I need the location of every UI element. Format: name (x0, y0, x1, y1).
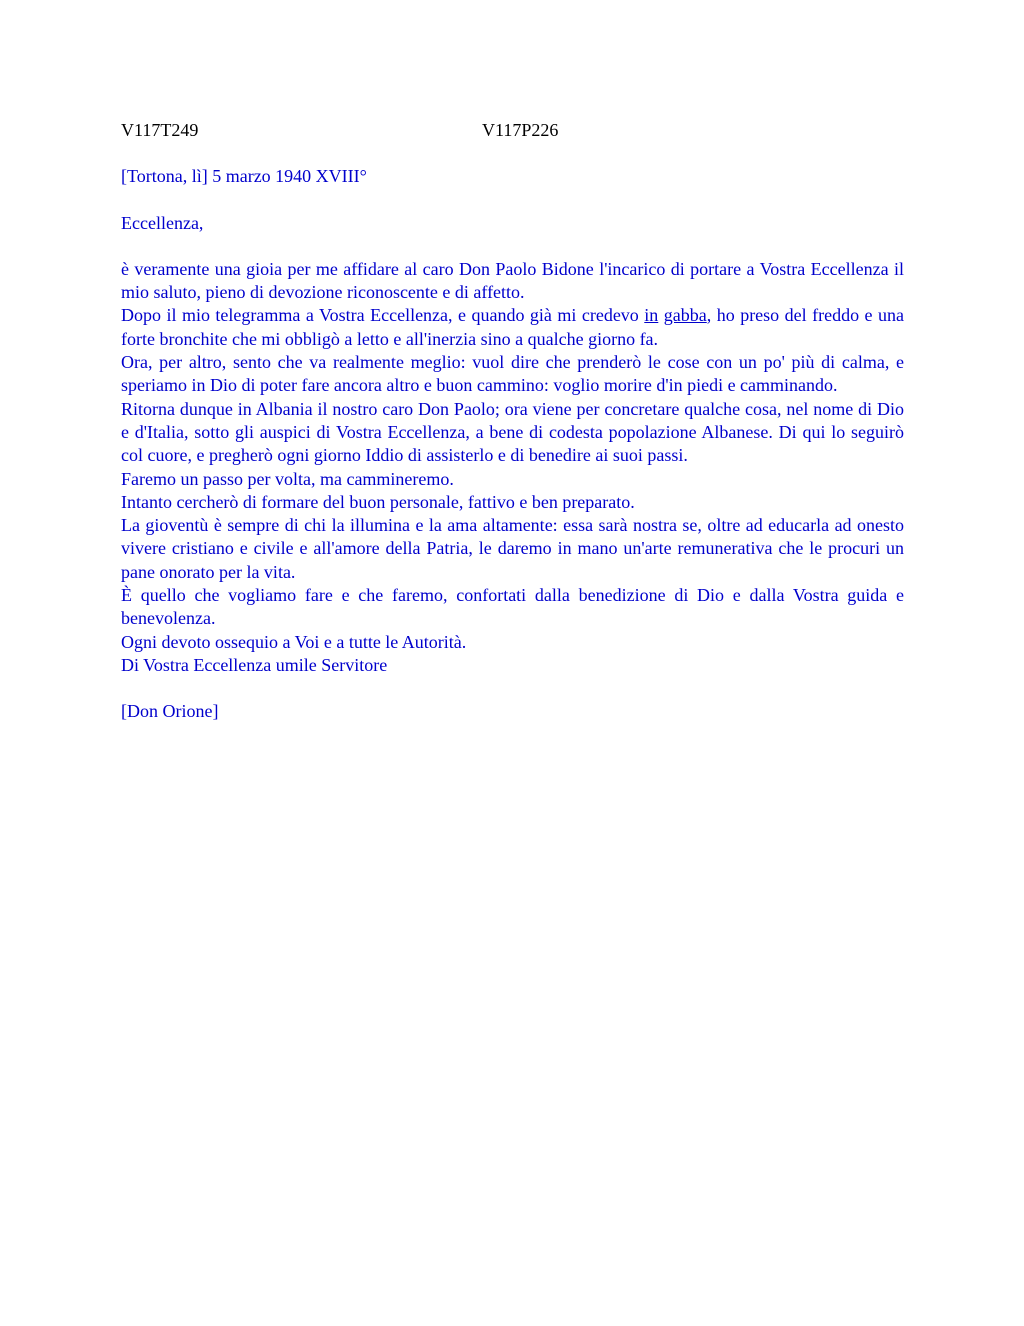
p2-text-after: , ho preso del freddo e una forte bronchite che mi obbligò a letto e all'inerzia sino a qualche giorno fa. (121, 305, 904, 349)
document-code-left: V117T249 (121, 120, 199, 140)
letter-paragraph-5: Faremo un passo per volta, ma cammineremo. (121, 468, 454, 489)
letter-closing: Di Vostra Eccellenza umile Servitore (121, 654, 388, 675)
letter-salutation: Eccellenza, (121, 212, 204, 233)
letter-paragraph-8: È quello che vogliamo fare e che faremo, confortati dalla benedizione di Dio e dalla Vostra guida e benevolenza. (121, 585, 904, 629)
letter-dateline: [Tortona, lì] 5 marzo 1940 XVIII° (121, 166, 367, 187)
letter-paragraph-7: La gioventù è sempre di chi la illumina e la ama altamente: essa sarà nostra se, oltre ad educarla ad onesto vivere cristiano e civile e all'amore della Patria, le daremo in mano un'arte remunerativa che le procuri un pane onorato per la vita. (121, 515, 904, 582)
letter-paragraph-6: Intanto cercherò di formare del buon personale, fattivo e ben preparato. (121, 491, 635, 512)
p2-underlined-in: in (644, 305, 659, 326)
letter-signature: [Don Orione] (121, 701, 219, 722)
letter-paragraph-4: Ritorna dunque in Albania il nostro caro Don Paolo; ora viene per concretare qualche cosa, nel nome di Dio e d'Italia, sotto gli auspici di Vostra Eccellenza, a bene di codesta popolazione Albanese. Di qui lo seguirò col cuore, e pregherò ogni giorno Iddio di assisterlo e di benedire ai suoi passi. (121, 398, 904, 466)
document-header (121, 119, 904, 142)
letter-paragraph-2 (121, 304, 904, 351)
letter-paragraph-1: è veramente una gioia per me affidare al caro Don Paolo Bidone l'incarico di portare a Vostra Eccellenza il mio saluto, pieno di devozione riconoscente e di affetto. (121, 258, 904, 303)
document-page (121, 119, 904, 724)
letter-paragraph-9: Ogni devoto ossequio a Voi e a tutte le Autorità. (121, 631, 467, 652)
document-code-right: V117P226 (482, 120, 559, 140)
p2-underlined-gabba: gabba (663, 305, 707, 326)
letter-paragraph-3: Ora, per altro, sento che va realmente meglio: vuol dire che prenderò le cose con un po' più di calma, e speriamo in Dio di poter fare ancora altro e buon cammino: voglio morire d'in piedi e camminando. (121, 352, 904, 396)
p2-text-before: Dopo il mio telegramma a Vostra Eccellenza, e quando già mi credevo (121, 305, 645, 326)
